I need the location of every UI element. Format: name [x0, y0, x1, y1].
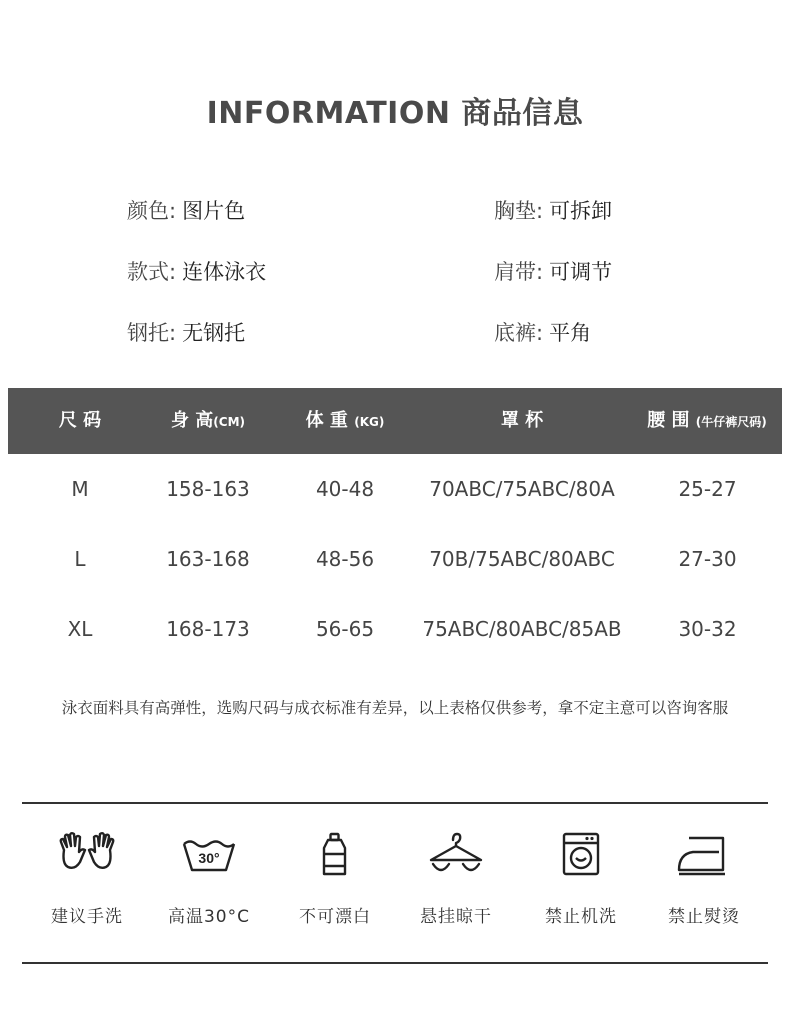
- care-item: [644, 832, 764, 927]
- info-color-key: 颜色:: [127, 199, 177, 223]
- info-bottom: [494, 317, 591, 347]
- care-item: [396, 832, 516, 927]
- cell-weight: 40-48: [315, 477, 375, 501]
- divider-bottom: [22, 962, 768, 964]
- cell-waist: 27-30: [678, 547, 737, 571]
- divider-top: [22, 802, 768, 804]
- no-iron-icon: [675, 832, 733, 876]
- table-row: [8, 524, 782, 594]
- table-row: [8, 594, 782, 664]
- cell-cup: 70B/75ABC/80ABC: [429, 547, 615, 571]
- info-style: [127, 256, 266, 286]
- cell-waist: 30-32: [678, 617, 737, 641]
- care-item: [521, 832, 641, 927]
- hang-dry-icon: [427, 832, 485, 876]
- header-size: 尺 码: [58, 410, 102, 431]
- info-color: [127, 195, 245, 225]
- care-label: 建议手洗: [51, 907, 123, 927]
- info-bottom-key: 底裤:: [494, 321, 544, 345]
- info-strap: [494, 256, 612, 286]
- info-wire: [127, 317, 245, 347]
- cell-height: 163-168: [166, 547, 250, 571]
- info-style-key: 款式:: [127, 260, 177, 284]
- info-wire-key: 钢托:: [127, 321, 177, 345]
- table-row: [8, 454, 782, 524]
- cell-size: L: [74, 547, 86, 571]
- size-table: [8, 388, 782, 664]
- care-item: [149, 832, 269, 927]
- care-label: 禁止熨烫: [668, 907, 740, 927]
- cell-waist: 25-27: [678, 477, 737, 501]
- info-style-value: 连体泳衣: [182, 260, 267, 284]
- care-label: 高温30°C: [167, 907, 250, 927]
- info-strap-value: 可调节: [549, 260, 613, 284]
- care-label: 悬挂晾干: [420, 907, 492, 927]
- page-title: INFORMATION 商品信息: [206, 96, 584, 131]
- svg-text:30°: 30°: [198, 850, 220, 866]
- care-label: 禁止机洗: [545, 907, 617, 927]
- info-pad: [494, 195, 612, 225]
- hand-wash-icon: [58, 832, 116, 876]
- no-bleach-icon: [306, 832, 364, 876]
- info-bottom-value: 平角: [549, 321, 592, 345]
- cell-cup: 75ABC/80ABC/85AB: [422, 617, 622, 641]
- info-color-value: 图片色: [182, 199, 246, 223]
- info-strap-key: 肩带:: [494, 260, 544, 284]
- cell-height: 168-173: [166, 617, 250, 641]
- info-wire-value: 无钢托: [182, 321, 246, 345]
- header-waist: 腰 围 (牛仔裤尺码): [647, 410, 767, 431]
- table-header: [8, 388, 782, 454]
- info-pad-key: 胸垫:: [494, 199, 544, 223]
- care-label: 不可漂白: [299, 907, 371, 927]
- care-item: [275, 832, 395, 927]
- cell-weight: 48-56: [315, 547, 375, 571]
- no-machine-wash-icon: [552, 832, 610, 876]
- size-note: 泳衣面料具有高弹性，选购尺码与成衣标准有差异，以上表格仅供参考，拿不定主意可以咨询客服: [61, 699, 729, 717]
- cell-cup: 70ABC/75ABC/80A: [429, 477, 615, 501]
- cell-weight: 56-65: [315, 617, 375, 641]
- care-item: [27, 832, 147, 927]
- cell-size: M: [71, 477, 89, 501]
- header-cup: 罩 杯: [500, 410, 544, 431]
- header-weight: 体 重 (KG): [305, 410, 385, 431]
- header-height: 身 高(CM): [171, 410, 245, 431]
- info-pad-value: 可拆卸: [549, 199, 613, 223]
- cell-height: 158-163: [166, 477, 250, 501]
- cell-size: XL: [67, 617, 93, 641]
- wash-30-icon: [180, 832, 238, 876]
